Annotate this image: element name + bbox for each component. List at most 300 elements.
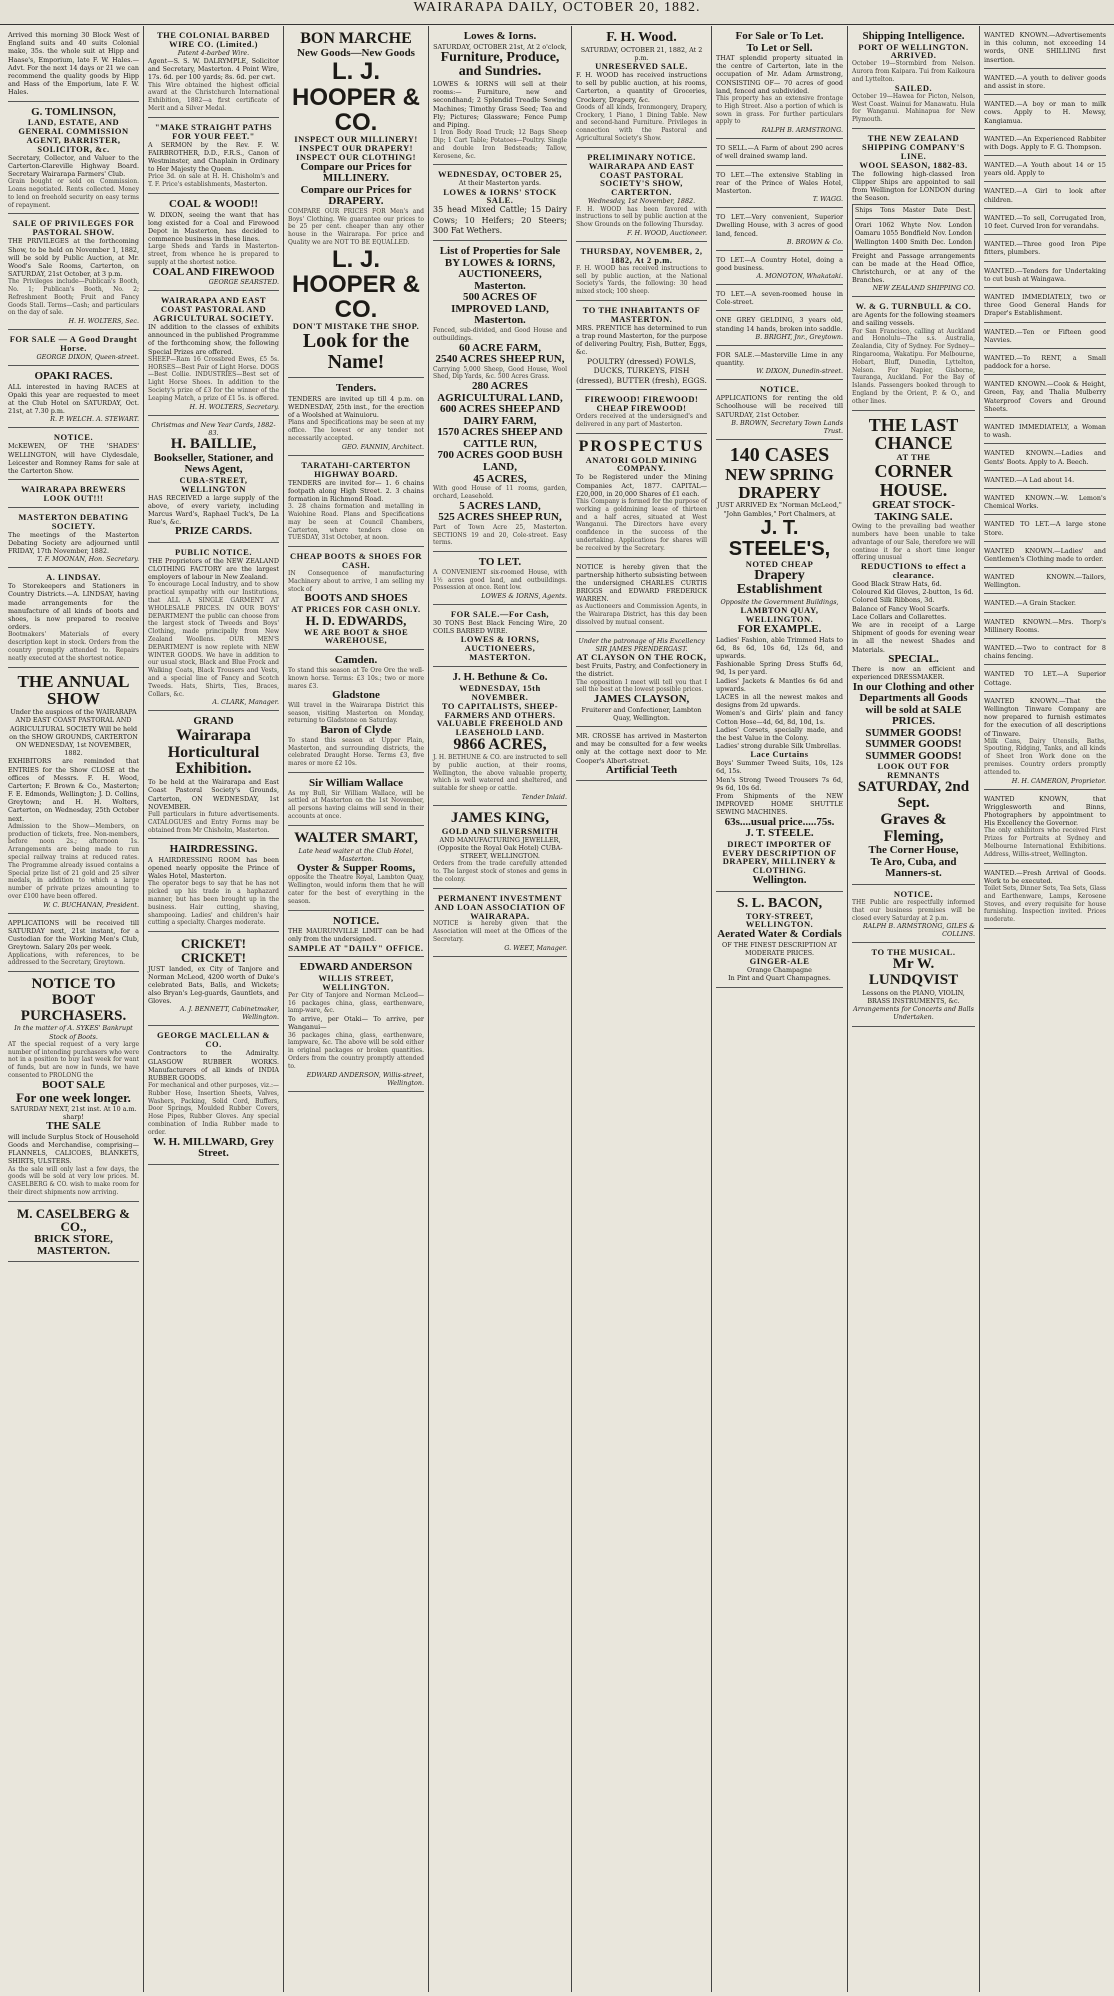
caselberg-sub: BRICK STORE, MASTERTON. — [34, 1233, 113, 1257]
armstrong-sig: RALPH B. ARMSTRONG. — [761, 126, 843, 135]
dwelling-ad — [716, 210, 843, 251]
caselberg-ad — [8, 1204, 139, 1262]
wanted-item: WANTED IMMEDIATELY, two or three Good General Hands for Draper's Establishment. — [984, 292, 1106, 318]
notice-ad — [8, 430, 139, 480]
poultry-list: POULTRY (dressed) FOWLS, DUCKS, TURKEYS, FISH (dressed), BUTTER (fresh), EGGS. — [576, 356, 707, 385]
farm-body: TO SELL.—A Farm of about 290 acres of well drained swamp land. — [716, 144, 843, 161]
wanted-item: WANTED.—A Girl to look after children. — [984, 187, 1106, 204]
wanted-item: WANTED.—A Grain Stacker. — [984, 599, 1076, 608]
orange-champagne: Orange Champagne — [747, 966, 812, 975]
maclellan-ad — [148, 1028, 279, 1164]
boot-sale-heading: BOOT SALE — [41, 1078, 106, 1091]
wanted-16 — [984, 491, 1106, 515]
wanted-2 — [984, 97, 1106, 130]
bon-marche-title: BON MARCHE — [300, 30, 412, 47]
sermon-title: "MAKE STRAIGHT PATHS FOR YOUR FEET." — [154, 121, 273, 141]
cell: Wellington — [855, 238, 889, 246]
schoolhouse-body: APPLICATIONS for renting the old Schoolhouse will be received till SATURDAY, 21st October. — [716, 394, 843, 419]
new-spring-heading: NEW SPRING — [725, 464, 834, 484]
property-7: 700 ACRES GOOD BUSH LAND, — [437, 449, 563, 474]
debating-ad — [8, 510, 139, 568]
wanted-item: WANTED KNOWN.—Tailors, Wellington. — [984, 573, 1106, 590]
clayson-filler: The opposition I meet will tell you that I sell the best at the lowest possible prices. — [576, 678, 707, 694]
wanted-23 — [984, 667, 1106, 691]
races-sig: R. P. WELCH. A. STEWART. — [50, 415, 139, 424]
drapery-heading: DRAPERY — [738, 482, 821, 502]
lowes-stock-ad — [433, 167, 567, 241]
wanted-item: WANTED.—A boy or man to milk cows. Apply to H. Mewsy, Kangiamua. — [984, 100, 1106, 125]
walter-title: WALTER SMART, — [294, 829, 418, 846]
furniture-filler: 1 Iron Body Road Truck; 12 Bags Sheep Dip; 1 Cart Table; Potatoes—Poultry. Single and double Iron Bedsteads; Tallow, Kerosene, &c. — [433, 129, 567, 160]
ginger-ale: GINGER-ALE — [749, 956, 810, 967]
lime-body: FOR SALE.—Masterville Lime in any quantity. — [716, 350, 843, 368]
property-10-filler: Part of Town Acre 25, Masterton. SECTIONS 19 and 20, Cole-street. Easy terms. — [433, 523, 567, 547]
fresh-arrival-body: WANTED.—Fresh Arrival of Goods. Work to be executed. — [984, 868, 1106, 885]
coal-wood-filler: Large Sheds and Yards in Masterton-street, from whence he is prepared to supply at the shortest notice. — [148, 243, 279, 266]
inhabitants-title: TO THE INHABITANTS OF MASTERTON. — [582, 304, 701, 324]
cricket-ad — [148, 934, 279, 1026]
wanted-item: WANTED.—A Lad about 14. — [984, 475, 1075, 484]
wanted-item: WANTED KNOWN.—Ladies and Gents' Boots. Apply to A. Beech. — [984, 449, 1106, 466]
lowes-sale-ad — [433, 28, 567, 165]
fresh-arrival-ad — [984, 866, 1106, 929]
the-sale-heading: THE SALE — [46, 1120, 101, 1133]
cell: Oamaru — [855, 230, 881, 238]
wanted-item: WANTED KNOWN.—That the Wellington Tinware Company are now prepared to furnish estimates for the execution of all descriptions of Tinware. — [984, 696, 1106, 738]
at-the: AT THE — [896, 452, 931, 463]
baillie-sub: Bookseller, Stationer, and News Agent, — [153, 451, 274, 476]
ladies-jackets: Ladies' Jackets & Mantles 6s 6d and upwards. — [716, 676, 843, 693]
sewing-machines: From Shipments of the NEW IMPROVED HOME SHUTTLE SEWING MACHINES. — [716, 791, 843, 817]
wood-sale-ad — [576, 28, 707, 148]
permanent-sig: G. WEET, Manager. — [504, 943, 567, 952]
dwelling-body: TO LET.—Very convenient, Superior Dwelling House, with 3 acres of good land, fenced. — [716, 213, 843, 238]
arrived-filler: October 19—Stormbird from Nelson. Aurora from Kaipara. Tui from Kaikoura and Lyttelton. — [852, 60, 975, 83]
corner-house: CORNER HOUSE. — [874, 461, 953, 501]
anderson-ad — [288, 959, 424, 1091]
wood-filler: Goods of all kinds, Ironmongery, Drapery, Crockery, 1 Piano, 1 Dining Table. New and second-hand Furniture. Privileges in connection with the Pastoral and Agricultural Society's Show. — [576, 103, 707, 142]
seven-room-body: TO LET.—A seven-roomed house in Cole-street. — [716, 290, 843, 307]
country-hotel-body: TO LET.—A Country Hotel, doing a good business. — [716, 255, 843, 272]
public-notice-filler: To encourage Local Industry, and to show practical sympathy with our Institutions, that ALL A SINGLE GARMENT AT WHOLESALE PRICES. IN OUR BOYS' DEPARTMENT the public can choose from the largest stock of Tweeds and Boys' Clothing, made principally from New Zealand Woollens. OUR MEN'S DEPARTMENT is now replete with NEW WINTER GOODS. We have in addition to our usual stock, Black and Blue Frock and Walking Coats, Black Trousers and Vests, and a special line of Fancy and Scotch Tweeds. Hats, Shirts, Ties, Braces, Collars, &c. — [148, 581, 279, 698]
th-ships: Ships — [855, 207, 873, 215]
wood-title: F. H. Wood. — [606, 30, 677, 45]
wallace-filler: As my Bull, Sir William Wallace, will be settled at Masterton on the 1st November, all persons having claims will send in their accounts at once. — [288, 789, 424, 820]
reductions: REDUCTIONS to effect a clearance. — [860, 561, 967, 581]
for-example: FOR EXAMPLE. — [737, 623, 822, 636]
gelding-ad — [716, 313, 843, 345]
property-8-filler: With good House of 11 rooms, garden, orchard, Leasehold. — [433, 485, 567, 500]
sermon-ad — [148, 120, 279, 194]
maclellan-title: GEORGE MACLELLAN & CO. — [157, 1030, 270, 1050]
look-remnants: LOOK OUT FOR REMNANTS — [877, 761, 950, 781]
draught-horse-ad — [8, 332, 139, 366]
bethune-date: WEDNESDAY, 15th NOVEMBER. — [459, 682, 541, 702]
hairdressing-body: A HAIRDRESSING ROOM has been opened nearly opposite the Prince of Wales Hotel, Masterton. — [148, 855, 279, 881]
wood-date: SATURDAY, OCTOBER 21, 1882, At 2 p.m. — [580, 45, 703, 62]
tenders-title: Tenders. — [335, 382, 377, 395]
special-note: We are in receipt of a Large Shipment of goods for evening wear in all the newest Shades and Materials. — [852, 620, 975, 654]
furniture-body: LOWES & IORNS will sell at their rooms:— Furniture, new and secondhand; 2 Splendid Treadle Sewing Machines; Timothy Grass Seed; Tea and Fly; Pictures; Glassware; Fence Pump and Piping. — [433, 80, 567, 130]
tolet-body: THAT splendid property situated in the centre of Carterton, late in the occupation of Mr. Adam Armstrong, CONSISTING OF— 70 acres of good land, fenced and subdivided. — [716, 54, 843, 95]
races-title: OPAKI RACES. — [34, 370, 113, 383]
nzs-sig: NEW ZEALAND SHIPPING CO. — [872, 284, 975, 293]
pastoral-society-title: WAIRARAPA AND EAST COAST PASTORAL AND AGRICULTURAL SOCIETY. — [153, 295, 274, 324]
king-body: AND MANUFACTURING JEWELLER, (Opposite the Royal Oak Hotel) CUBA-STREET, WELLINGTON. — [437, 835, 563, 861]
property-3: 2540 ACRES SHEEP RUN, — [435, 353, 565, 366]
society-show-title: WAIRARAPA AND EAST COAST PASTORAL SOCIETY'S SHOW, CARTERTON. — [588, 160, 695, 198]
clayson-fruits: best Fruits, Pastry, and Confectionery in the district. — [576, 662, 707, 679]
turnbull-ad — [852, 299, 975, 410]
clayson-patronage: Under the patronage of His Excellency SIR JAMES PRENDERGAST. — [578, 636, 705, 654]
shipping-ad — [852, 28, 975, 129]
draught-horse-title: FOR SALE — A Good Draught Horse. — [9, 334, 138, 354]
preliminary-filler: F. H. WOOD has been favored with instructions to sell by public auction at the Show Grounds on the following Thursday. — [576, 205, 707, 229]
tolet-title: TO LET. — [478, 556, 522, 569]
clothing-dept: In our Clothing and other Departments all Goods will be sold at SALE PRICES. — [852, 680, 975, 728]
nzs-body: The following high-classed Iron Clipper Ships are appointed to sail from Wellington for LONDON during the Season. — [852, 169, 975, 203]
preliminary-ad — [576, 150, 707, 242]
tomlinson-filler: Grain bought or sold on Commission. Loans negotiated. Rents collected. Money to lend on freehold security on easy terms of repayment. — [8, 178, 139, 209]
wanted-10 — [984, 325, 1106, 349]
forsale-title: FOR SALE.—For Cash, — [450, 609, 550, 620]
column-7 — [848, 26, 980, 1992]
masthead: WAIRARAPA DAILY, OCTOBER 20, 1882. — [0, 0, 1114, 25]
crosse-body: MR. CROSSE has arrived in Masterton and may be consulted for a few weeks only at the cottage next door to Mr. Cooper's Albert-street. — [576, 732, 707, 765]
preliminary-title: PRELIMINARY NOTICE. — [587, 151, 696, 162]
property-1: 500 ACRES OF IMPROVED LAND, Masterton. — [451, 291, 549, 327]
properties-title: List of Properties for Sale BY LOWES & IORNS, AUCTIONEERS, Masterton. — [439, 245, 561, 292]
bethune-ad — [433, 669, 567, 806]
corsets-line: Ladies' Corsets, specially made, and the best Value in the Colony. — [716, 725, 843, 742]
property-2: 60 ACRE FARM, — [459, 341, 541, 354]
freehold: VALUABLE FREEHOLD AND LEASEHOLD LAND. — [436, 718, 564, 738]
notice7-ad — [852, 887, 975, 943]
debating-title: MASTERTON DEBATING SOCIETY. — [18, 511, 129, 531]
wanted-item: WANTED IMMEDIATELY, a Woman to wash. — [984, 423, 1106, 440]
corner-house-ad — [852, 413, 975, 885]
baron-name: Baron of Clyde — [320, 724, 392, 737]
baron-filler: To stand this season at Upper Plain, Masterton, and surrounding districts, the celebrated Draught Horse. Terms £3, five mares or more £2 10s. — [288, 736, 424, 768]
wanted-13 — [984, 420, 1106, 444]
summer-goods-2: SUMMER GOODS! — [865, 738, 962, 751]
wanted-item: WANTED.—To sell, Corrugated Iron, 10 feet. Curved Iron for verandahs. — [984, 213, 1106, 230]
finest-description: OF THE FINEST DESCRIPTION AT MODERATE PRICES. — [722, 940, 837, 958]
monk-sig: A. MONOTON, Whakataki. — [756, 272, 843, 281]
thursday-ad — [576, 244, 707, 301]
sample-note: SAMPLE AT "DAILY" OFFICE. — [288, 942, 424, 953]
corner-filler: Owing to the prevailing bad weather numbers have been unable to take advantage of our Sale, therefore we will continue it for a short time longer offering unusual — [852, 523, 975, 562]
races-body: ALL interested in having RACES at Opaki this year are requested to meet at the Club Hotel on SATURDAY, Oct. 21st, at 7.30 p.m. — [8, 382, 139, 416]
anderson-ports: To arrive, per Otaki— To arrive, per Wanganui— — [288, 1015, 424, 1032]
wanted-1 — [984, 71, 1106, 95]
pastoral-society-body: IN addition to the classes of exhibits announced in the published Programme of the forthcoming show, the following Special Prizes are offered. — [148, 322, 279, 356]
opposite-govt: Opposite the Government Buildings, — [720, 598, 839, 607]
tenders-sig: GEO. FANNIN, Architect. — [341, 442, 424, 451]
musical-title: TO THE MUSICAL. — [871, 947, 956, 958]
bright-sig: B. BRIGHT, Jnr., Greytown. — [755, 332, 843, 341]
sailed-title: SAILED. — [894, 82, 933, 93]
cheap-boots-ad — [288, 549, 424, 650]
maclellan-body: Contractors to the Admiralty. GLASGOW RUBBER WORKS. Manufacturers of all kinds of INDIA RUBBER GOODS. — [148, 1049, 279, 1082]
walter-body: Late head waiter at the Club Hotel, Masterton. — [298, 846, 414, 863]
th-date: Date — [932, 207, 948, 215]
boot-purchasers-ad — [8, 974, 139, 1202]
anderson-filler-2: 36 packages china, glass, earthenware, lampware, &c. The above will be sold either in original packages or broken quantities. Orders from the country promptly attended to. — [288, 1031, 424, 1070]
cell: Orari — [855, 222, 872, 230]
boys-suits: Boys' Summer Tweed Suits, 10s, 12s 6d, 15s. — [716, 759, 843, 776]
hairdressing-filler: The operator begs to say that he has not picked up his trade in a haphazard manner, but has been brought up in the business. Hair cutting, shaving, shampooing. Ladies' and children's hair cutting a specialty. Charges moderate. — [148, 880, 279, 927]
unreserved-sale: UNRESERVED SALE. — [595, 61, 688, 72]
aerated-water: Aerated Water & Cordials — [717, 928, 842, 941]
xmas-cards: Christmas and New Year Cards, 1882-83. — [151, 420, 276, 437]
ships-table-header — [855, 207, 972, 215]
table-row — [855, 230, 972, 238]
king-title: JAMES KING, — [450, 810, 550, 827]
th-tons: Tons — [880, 207, 895, 215]
lime-ad — [716, 348, 843, 380]
boot-purchasers-body: In the matter of A. SYKES' Bankrupt Stock of Boots. — [14, 1024, 133, 1041]
society-show-date: Wednesday, 1st November, 1882. — [587, 197, 696, 206]
compare-millinery: Compare our Prices for MILLINERY. — [300, 160, 412, 185]
te-aro: Te Aro, Cuba, and Manners-st. — [870, 855, 957, 880]
corner-house-2: The Corner House, — [868, 844, 959, 857]
summer-goods-3: SUMMER GOODS! — [865, 749, 962, 762]
annual-show-ad — [8, 670, 139, 914]
annual-show-filler: Admission to the Show—Members, on production of tickets, free. Non-members, before noon 2s.; afternoon 1s. Arrangements are being made to run special railway trains at reduced rates. The Programme already issued contains a Special prize list of 21 gold and 25 silver medals, in addition to which a large number of private prizes amounting to over £100 have been offered. — [8, 822, 139, 901]
hooper-name-2: L. J. HOOPER & CO. — [291, 245, 420, 324]
column-6 — [712, 26, 848, 1992]
coal-wood-sig: GEORGE SEARSTED. — [208, 278, 279, 287]
special-heading: SPECIAL. — [888, 652, 939, 665]
schoolhouse-ad — [716, 382, 843, 439]
applications-ad — [8, 916, 139, 972]
firewood-title: FIREWOOD! FIREWOOD! CHEAP FIREWOOD! — [584, 394, 699, 414]
stock-title: LOWES & IORNS' STOCK SALE. — [443, 186, 557, 206]
graves-fleming: Graves & Fleming, — [880, 810, 947, 845]
coal-wood-ad — [148, 196, 279, 291]
partnership-ad — [576, 560, 707, 632]
bacon-street: TORY-STREET, WELLINGTON. — [745, 910, 814, 930]
annual-show-body: EXHIBITORS are reminded that ENTRIES for the Show CLOSE at the offices of Messrs. F. H. Wood, Carterton; F. Brown & Co., Masterton; F. E. Edmonds, Wellington; J. D. Collins, Greytown; and H. H. Wolters, Carterton, on Wednesday, 25th October next. — [8, 757, 139, 823]
seven-room-ad — [716, 287, 843, 311]
cricket-body: JUST landed, ex City of Tanjore and Norman McLeod, 4200 worth of Duke's celebrated Bats, Balls, and Wickets; also Bryan's Leg-guards, Gauntlets, and Gloves. — [148, 964, 279, 1006]
barbed-wire-body: Agent—S. S. W. DALRYMPLE, Solicitor and Secretary, Masterton. 4 Point Wire, 17s. 6d. per 100 yards; 8s. 6d. per cwt. — [148, 57, 279, 82]
king-sub: GOLD AND SILVERSMITH — [441, 825, 559, 836]
draught-horse-sig: GEORGE DIXON, Queen-street. — [36, 353, 139, 362]
boot-purchasers-title: NOTICE TO BOOT PURCHASERS. — [20, 976, 127, 1024]
cell: Bondfield — [900, 230, 931, 238]
cell: Whyte — [901, 222, 921, 230]
intro-notice — [8, 28, 139, 102]
notice-title: NOTICE. — [53, 432, 94, 443]
mining-title: ANATORI GOLD MINING COMPANY. — [585, 454, 698, 474]
lindsay-filler: Bootmakers' Materials of every description kept in stock. Orders from the country promptly attended to. Repairs neatly executed at the shortest notice. — [8, 631, 139, 662]
wanted-12 — [984, 377, 1106, 418]
wanted-item: WANTED KNOWN.—W. Lemon's Chemical Works. — [984, 493, 1106, 511]
table-row — [855, 239, 972, 247]
bacon-name: S. L. BACON, — [736, 895, 823, 911]
tender-sig: Tender Inlaid. — [521, 793, 567, 802]
arrived-title: ARRIVED. — [890, 50, 937, 61]
permanent-title: PERMANENT INVESTMENT AND LOAN ASSOCIATION OF WAIRARAPA. — [434, 892, 566, 921]
stabling-ad — [716, 168, 843, 209]
umbrellas-line: Ladies' strong durable Silk Umbrellas. — [716, 742, 841, 751]
tinware-ad — [984, 694, 1106, 790]
nz-shipping-ad — [852, 131, 975, 297]
cell: London — [948, 238, 972, 246]
edwards-name: H. D. EDWARDS, — [305, 612, 407, 628]
hairdressing-title: HAIRDRESSING. — [169, 843, 258, 856]
walter-smart-ad — [288, 828, 424, 911]
horticultural-title: Wairarapa Horticultural Exhibition. — [167, 726, 260, 778]
lindsay-body: To Storekeepers and Stationers in Country Districts.—A. LINDSAY, having made arrangements for the manufacture of all kinds of boots and shoes, is now prepared to receive orders. — [8, 582, 139, 632]
columns — [4, 26, 1110, 1992]
lace-curtains: Lace Curtains — [750, 749, 809, 760]
sale-privileges-filler: The Privileges include—Publican's Booth, No. 1; Publican's Booth, No. 2; Refreshment Booth; Fruit and Fancy Goods Stall. Terms—Cash; and particulars on the day of sale. — [8, 278, 139, 317]
hose-line: Women's and Girls' plain and fancy Cotton Hose—4d, 6d, 8d, 10d, 1s. — [716, 709, 843, 726]
property-4: 280 ACRES AGRICULTURAL LAND, — [437, 380, 563, 404]
cell: Nov. — [927, 222, 942, 230]
photographers-filler: The only exhibitors who received First Prizes for Portraits at Sydney and Melbourne International Exhibitions. Address, Willis-street, Wellington. — [984, 827, 1106, 858]
cricket-sig: A. J. BENNETT, Cabinetmaker, Wellington. — [180, 1005, 279, 1022]
stock-date: WEDNESDAY, OCTOBER 25, — [437, 169, 563, 180]
boots-shoes-heading: BOOTS AND SHOES — [304, 592, 408, 605]
steele-name-2: J. T. STEELE. — [745, 827, 814, 840]
wanted-15 — [984, 473, 1106, 489]
baillie-body: HAS RECEIVED a large supply of the above, of every variety, including Marcus Ward's, Raphael Tuck's, De La Rue's, &c. — [148, 493, 279, 527]
tenders-ad — [288, 380, 424, 456]
boot-sale-on: SATURDAY NEXT, 21st inst. At 10 a.m. sharp! — [10, 1104, 137, 1122]
tolet-sub: To Let or Sell. — [746, 41, 813, 54]
annual-show-sub: Under the auspices of the WAIRARAPA AND EAST COAST PASTORAL AND AGRICULTURAL SOCIETY Will be held on the SHOW GROUNDS, CARTERTON ON WEDNESDAY, 1st NOVEMBER, 1882. — [9, 708, 138, 758]
wanted-11 — [984, 351, 1106, 375]
cases-heading: 140 CASES — [729, 443, 830, 466]
gladstone-name: Gladstone — [332, 689, 380, 702]
wanted-item: WANTED.—To RENT, a Small paddock for a horse. — [984, 353, 1106, 371]
wallace-title: Sir William Wallace — [309, 777, 403, 790]
fresh-arrival-filler: Toilet Sets, Dinner Sets, Tea Sets, Glass and Earthenware, Lamps, Kerosene Stoves, and every requisite for house furnishing. Inspection invited. Prices moderate. — [984, 884, 1106, 924]
wanted-22 — [984, 641, 1106, 665]
bon-marche-sub: New Goods—New Goods — [297, 46, 415, 59]
maclellan-filler: For mechanical and other purposes, viz.:—Rubber Hose, Insertion Sheets, Valves, Washers, Packing, Solid Cord, Buffers, Door Springs, Moulded Rubber Covers, Hose Pipes, Rubber Gloves. Any special combination of India Rubber made to order. — [148, 1082, 279, 1136]
gladstone-filler: Will travel in the Wairarapa District this season, visiting Masterton on Monday, returning to Gladstone on Saturday. — [288, 701, 424, 725]
wanted-0 — [984, 28, 1106, 69]
mining-body: To be Registered under the Mining Companies Act, 1877. CAPITAL—£20,000, in 20,000 Shares of £1 each. — [576, 473, 707, 498]
furniture-heading: Furniture, Produce, and Sundries. — [440, 49, 560, 80]
bon-marche-filler: COMPARE OUR PRICES FOR Men's and Boys' Clothing. We guarantee our prices to be 25 per cent. cheaper than any other house in the Wairarapa. For price and Quality we are NOT TO BE EQUALLED. — [288, 207, 424, 247]
wanted-item: WANTED.—An Experienced Rabbiter with Dogs. Apply to F. G. Thompson. — [984, 134, 1106, 151]
hairdressing-ad — [148, 841, 279, 932]
property-10: 525 ACRES SHEEP RUN, — [438, 511, 562, 524]
cheap-boots-title: CHEAP BOOTS & SHOES FOR CASH. — [290, 551, 422, 571]
silk-ribbons: Colored Silk Ribbons, 3d. — [852, 596, 935, 605]
tomlinson-title: G. TOMLINSON, — [31, 105, 116, 118]
sale-privileges-body: THE PRIVILEGES at the forthcoming Show, to be held on November 1, 1882, will be sold by Public Auction, at Mr. Wood's Sale Rooms, Carterton, on SATURDAY, 21st October, at 3 p.m. — [8, 237, 139, 279]
steele-ad — [716, 442, 843, 892]
notice-limit-body: THE MAURUNVILLE LIMIT can be had only from the undersigned. — [288, 927, 424, 944]
wagg-sig: T. WAGG. — [812, 195, 843, 204]
column-4 — [429, 26, 572, 1992]
gelding-body: ONE GREY GELDING, 3 years old, standing 14 hands, broken into saddle. — [716, 316, 843, 333]
edwards-sub: WE ARE BOOT & SHOE WAREHOUSE, — [303, 626, 409, 646]
artificial-teeth: Artificial Teeth — [605, 763, 678, 776]
firewood-ad — [576, 392, 707, 433]
bon-marche-ad — [288, 28, 424, 378]
steele-name: J. T. STEELE'S, — [728, 516, 831, 560]
barbed-wire-sub: Patent 4-barbed Wire. — [177, 48, 250, 57]
intro-text: Arrived this morning 30 Block West of England suits and 40 suits Colonial make, 35s. the whole suit at Hipp and Haase's, Emporium, late F. W. Hales.—Advt. For the next 14 days or 21 we can recommend the quality goods by Hipp and Hass of the Emporium, late F. W. Hales. — [8, 31, 139, 97]
brewers-title: WAIRARAPA BREWERS LOOK OUT!!! — [21, 484, 126, 503]
inhabitants-ad — [576, 303, 707, 390]
wanted-21 — [984, 615, 1106, 639]
sale-privileges-sig: H. H. WOLTERS, Sec. — [68, 317, 139, 326]
wanted-5 — [984, 184, 1106, 208]
tinware-sig: H. H. CAMERON, Proprietor. — [1011, 776, 1106, 785]
tomlinson-sub: LAND, ESTATE, AND GENERAL COMMISSION AGENT, BARRISTER, SOLICITOR, &c. — [18, 117, 129, 154]
brown2-sig: B. BROWN, Secretary Town Lands Trust. — [731, 418, 843, 435]
crosse-ad — [576, 729, 707, 781]
tomlinson-ad — [8, 104, 139, 215]
pastoral-society-sig: H. H. WOLTERS, Secretary. — [189, 402, 279, 411]
wanted-19 — [984, 570, 1106, 594]
mens-trousers: Men's Strong Tweed Trousers 7s 6d, 9s 6d, 10s 6d. — [716, 775, 843, 792]
bacon-ad — [716, 894, 843, 988]
caselberg-title: M. CASELBERG & CO., — [16, 1205, 131, 1235]
lowes-agents-sig: LOWES & IORNS, Agents. — [481, 592, 567, 601]
property-1-filler: Fenced, sub-divided, and Good House and outbuildings. — [433, 326, 567, 342]
anderson-title: EDWARD ANDERSON — [299, 961, 413, 974]
stock-taking: GREAT STOCK-TAKING SALE. — [872, 499, 955, 523]
notice-limit-title: NOTICE. — [332, 914, 380, 927]
quart-note: In Pint and Quart Champagnes. — [728, 974, 831, 983]
pastoral-society-ad — [148, 293, 279, 415]
saturday-sept: SATURDAY, 2nd Sept. — [857, 779, 970, 812]
baillie-address: CUBA-STREET, WELLINGTON — [179, 474, 248, 494]
wanted-6 — [984, 211, 1106, 235]
lowes-title: Lowes & Iorns. — [463, 30, 537, 42]
boot-sale-week: For one week longer. — [16, 1090, 131, 1106]
turnbull-title: W. & G. TURNBULL & CO. — [855, 301, 972, 312]
sermon-filler: Price 3d. on sale at H. H. Chisholm's and T. F. Price's establishments, Masterton. — [148, 173, 279, 189]
sale-privileges-ad — [8, 216, 139, 330]
prospectus-ad — [576, 436, 707, 558]
country-hotel-ad — [716, 253, 843, 285]
wanted-item: WANTED TO LET.—A large stone Store. — [984, 520, 1106, 537]
table-row — [855, 222, 972, 230]
cell: 1055 — [882, 230, 899, 238]
clayson-rock: AT CLAYSON ON THE ROCK, — [576, 652, 707, 663]
clayson-name: JAMES CLAYSON, — [593, 693, 690, 706]
wanted-9 — [984, 290, 1106, 323]
races-ad — [8, 368, 139, 428]
dixon-sig: W. DIXON, Dunedin-street. — [756, 367, 843, 376]
lowes-date: SATURDAY, OCTOBER 21st, At 2 o'clock, — [433, 42, 567, 51]
maclellan-sig: W. H. MILLWARD, Grey Street. — [153, 1135, 274, 1160]
coal-wood-body: W. DIXON, seeing the want that has long existed for a Coal and Firewood Depot in Masterton, has decided to commence business in these lines. — [148, 210, 279, 244]
oyster-rooms: Oyster & Supper Rooms, — [296, 861, 416, 874]
sermon-body: A SERMON by the Rev. F. W. FAIRBROTHER, D.D., F.R.S., Canon of Westminster, and Chaplain in Ordinary to Her Majesty the Queen. — [148, 140, 279, 174]
sailed-filler: October 19—Hawea for Picton, Nelson, West Coast. Wainui for Manawatu. Hula for Wanganui. Mahinapua for New Plymouth. — [852, 92, 975, 124]
notice7-filler: THE Public are respectfully informed that our business premises will be closed every Saturday at 2 p.m. — [852, 898, 975, 922]
applications-filler: Applications, with references, to be addressed to the Secretary, Greytown. — [8, 951, 139, 967]
schoolhouse-title: NOTICE. — [759, 384, 800, 395]
freight-body: Freight and Passage arrangements can be made at the Head Office, Christchurch, or at any of the Branches. — [852, 251, 975, 285]
pastoral-society-filler: SHEEP—Ram 16 Crossbred Ewes, £5 5s. HORSES—Best Pair of Light Horse. DOGS—Best Collie. INDUSTRIES—Best set of Light Horse Shoes. In addition to the Society's prize of £3 for the winner of the Leaping Match, a prize of £1 5s. is offered. — [148, 355, 279, 402]
wanted-item: WANTED.—Two to contract for 8 chains fencing. — [984, 644, 1106, 661]
cell: 1062 — [878, 222, 895, 230]
concerts: Arrangements for Concerts and Balls Undertaken. — [853, 1005, 974, 1022]
